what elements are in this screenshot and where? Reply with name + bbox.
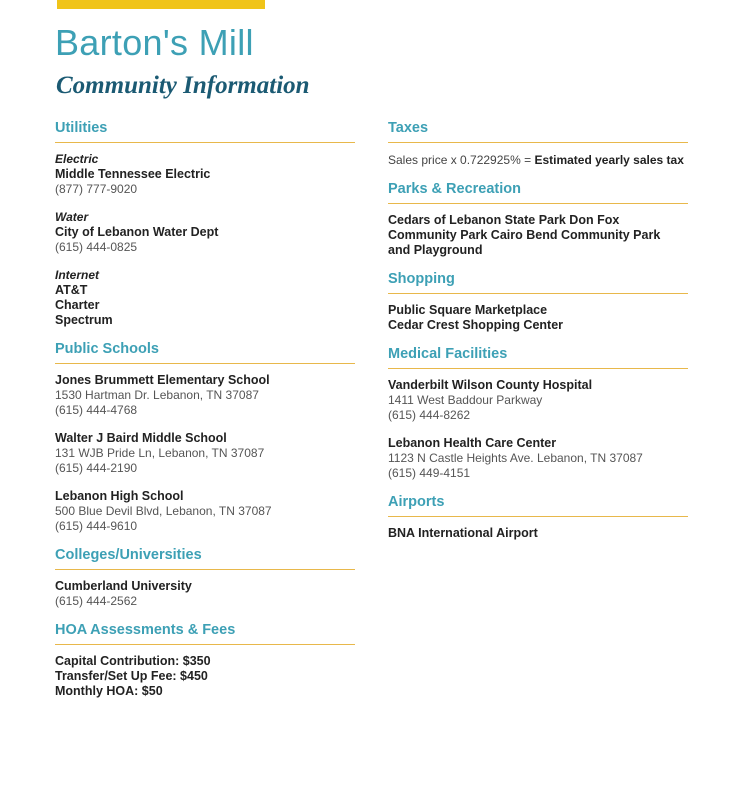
entry-name: Cedars of Lebanon State Park Don Fox	[388, 213, 620, 227]
section	[388, 181, 688, 258]
section-heading: Airports	[388, 494, 445, 510]
section-heading: Utilities	[55, 120, 108, 136]
section	[388, 494, 688, 541]
section-heading: Public Schools	[55, 341, 159, 357]
page-subtitle: Community Information	[56, 72, 310, 99]
section-divider	[388, 142, 688, 143]
list-item	[388, 378, 688, 423]
list-item	[55, 268, 355, 328]
section-divider	[55, 569, 355, 570]
entry-name: Cumberland University	[55, 579, 192, 593]
entry-name: Cedar Crest Shopping Center	[388, 318, 564, 332]
section-divider	[388, 203, 688, 204]
entry-name: Charter	[55, 298, 100, 312]
entry-name: Vanderbilt Wilson County Hospital	[388, 378, 593, 392]
entry-name: BNA International Airport	[388, 526, 538, 540]
entry-detail: 1530 Hartman Dr. Lebanon, TN 37087	[55, 388, 259, 402]
entry-name: Middle Tennessee Electric	[55, 167, 211, 181]
section-divider	[55, 142, 355, 143]
entry-detail: (615) 444-2562	[55, 594, 138, 608]
tax-formula-result: Estimated yearly sales tax	[534, 153, 684, 167]
entry-name: AT&T	[55, 283, 88, 297]
list-item	[388, 526, 688, 541]
entry-detail: (615) 449-4151	[388, 466, 471, 480]
list-item	[55, 210, 355, 255]
entry-detail: 1123 N Castle Heights Ave. Lebanon, TN 37087	[388, 451, 643, 465]
section	[55, 120, 355, 328]
list-item	[55, 489, 355, 534]
entry-name: Monthly HOA: $50	[55, 684, 163, 698]
entry-name: Lebanon High School	[55, 489, 184, 503]
section-heading: Colleges/Universities	[55, 547, 202, 563]
list-item	[55, 654, 355, 699]
entry-detail: (877) 777-9020	[55, 182, 138, 196]
list-item	[55, 373, 355, 418]
list-item	[55, 579, 355, 609]
entry-name: Community Park Cairo Bend Community Park	[388, 228, 661, 242]
entry-name: Lebanon Health Care Center	[388, 436, 557, 450]
entry-name: Spectrum	[55, 313, 113, 327]
entry-detail: (615) 444-4768	[55, 403, 138, 417]
section	[388, 120, 688, 168]
entry-label: Internet	[55, 268, 100, 282]
list-item	[388, 303, 688, 333]
section-divider	[388, 368, 688, 369]
right-column	[388, 108, 688, 554]
section-divider	[388, 293, 688, 294]
entry-name: Capital Contribution: $350	[55, 654, 211, 668]
entry-name: Transfer/Set Up Fee: $450	[55, 669, 208, 683]
list-item	[55, 152, 355, 197]
section-divider	[55, 644, 355, 645]
entry-label: Water	[55, 210, 89, 224]
entry-name: City of Lebanon Water Dept	[55, 225, 219, 239]
section-heading: Medical Facilities	[388, 346, 508, 362]
entry-name: Walter J Baird Middle School	[55, 431, 227, 445]
section	[55, 547, 355, 609]
entry-label: Electric	[55, 152, 99, 166]
entry-detail: (615) 444-0825	[55, 240, 138, 254]
entry-name: and Playground	[388, 243, 483, 257]
tax-formula-prefix: Sales price x 0.722925% =	[388, 153, 535, 167]
entry-detail: 1411 West Baddour Parkway	[388, 393, 543, 407]
section-divider	[388, 516, 688, 517]
section	[388, 346, 688, 481]
entry-detail: 500 Blue Devil Blvd, Lebanon, TN 37087	[55, 504, 272, 518]
entry-detail: (615) 444-8262	[388, 408, 471, 422]
list-item	[55, 431, 355, 476]
list-item	[388, 436, 688, 481]
section-heading: Shopping	[388, 271, 455, 287]
accent-bar	[57, 0, 265, 9]
page-title: Barton's Mill	[55, 22, 254, 63]
entry-detail: (615) 444-2190	[55, 461, 138, 475]
left-column	[55, 108, 355, 712]
section-divider	[55, 363, 355, 364]
section	[388, 271, 688, 333]
section-heading: Parks & Recreation	[388, 181, 521, 197]
section-heading: Taxes	[388, 120, 429, 136]
section-heading: HOA Assessments & Fees	[55, 622, 236, 638]
list-item	[388, 213, 688, 258]
section	[55, 622, 355, 699]
entry-detail: 131 WJB Pride Ln, Lebanon, TN 37087	[55, 446, 265, 460]
entry-name: Jones Brummett Elementary School	[55, 373, 270, 387]
entry-detail: (615) 444-9610	[55, 519, 138, 533]
tax-formula	[388, 152, 688, 168]
section	[55, 341, 355, 534]
entry-name: Public Square Marketplace	[388, 303, 548, 317]
